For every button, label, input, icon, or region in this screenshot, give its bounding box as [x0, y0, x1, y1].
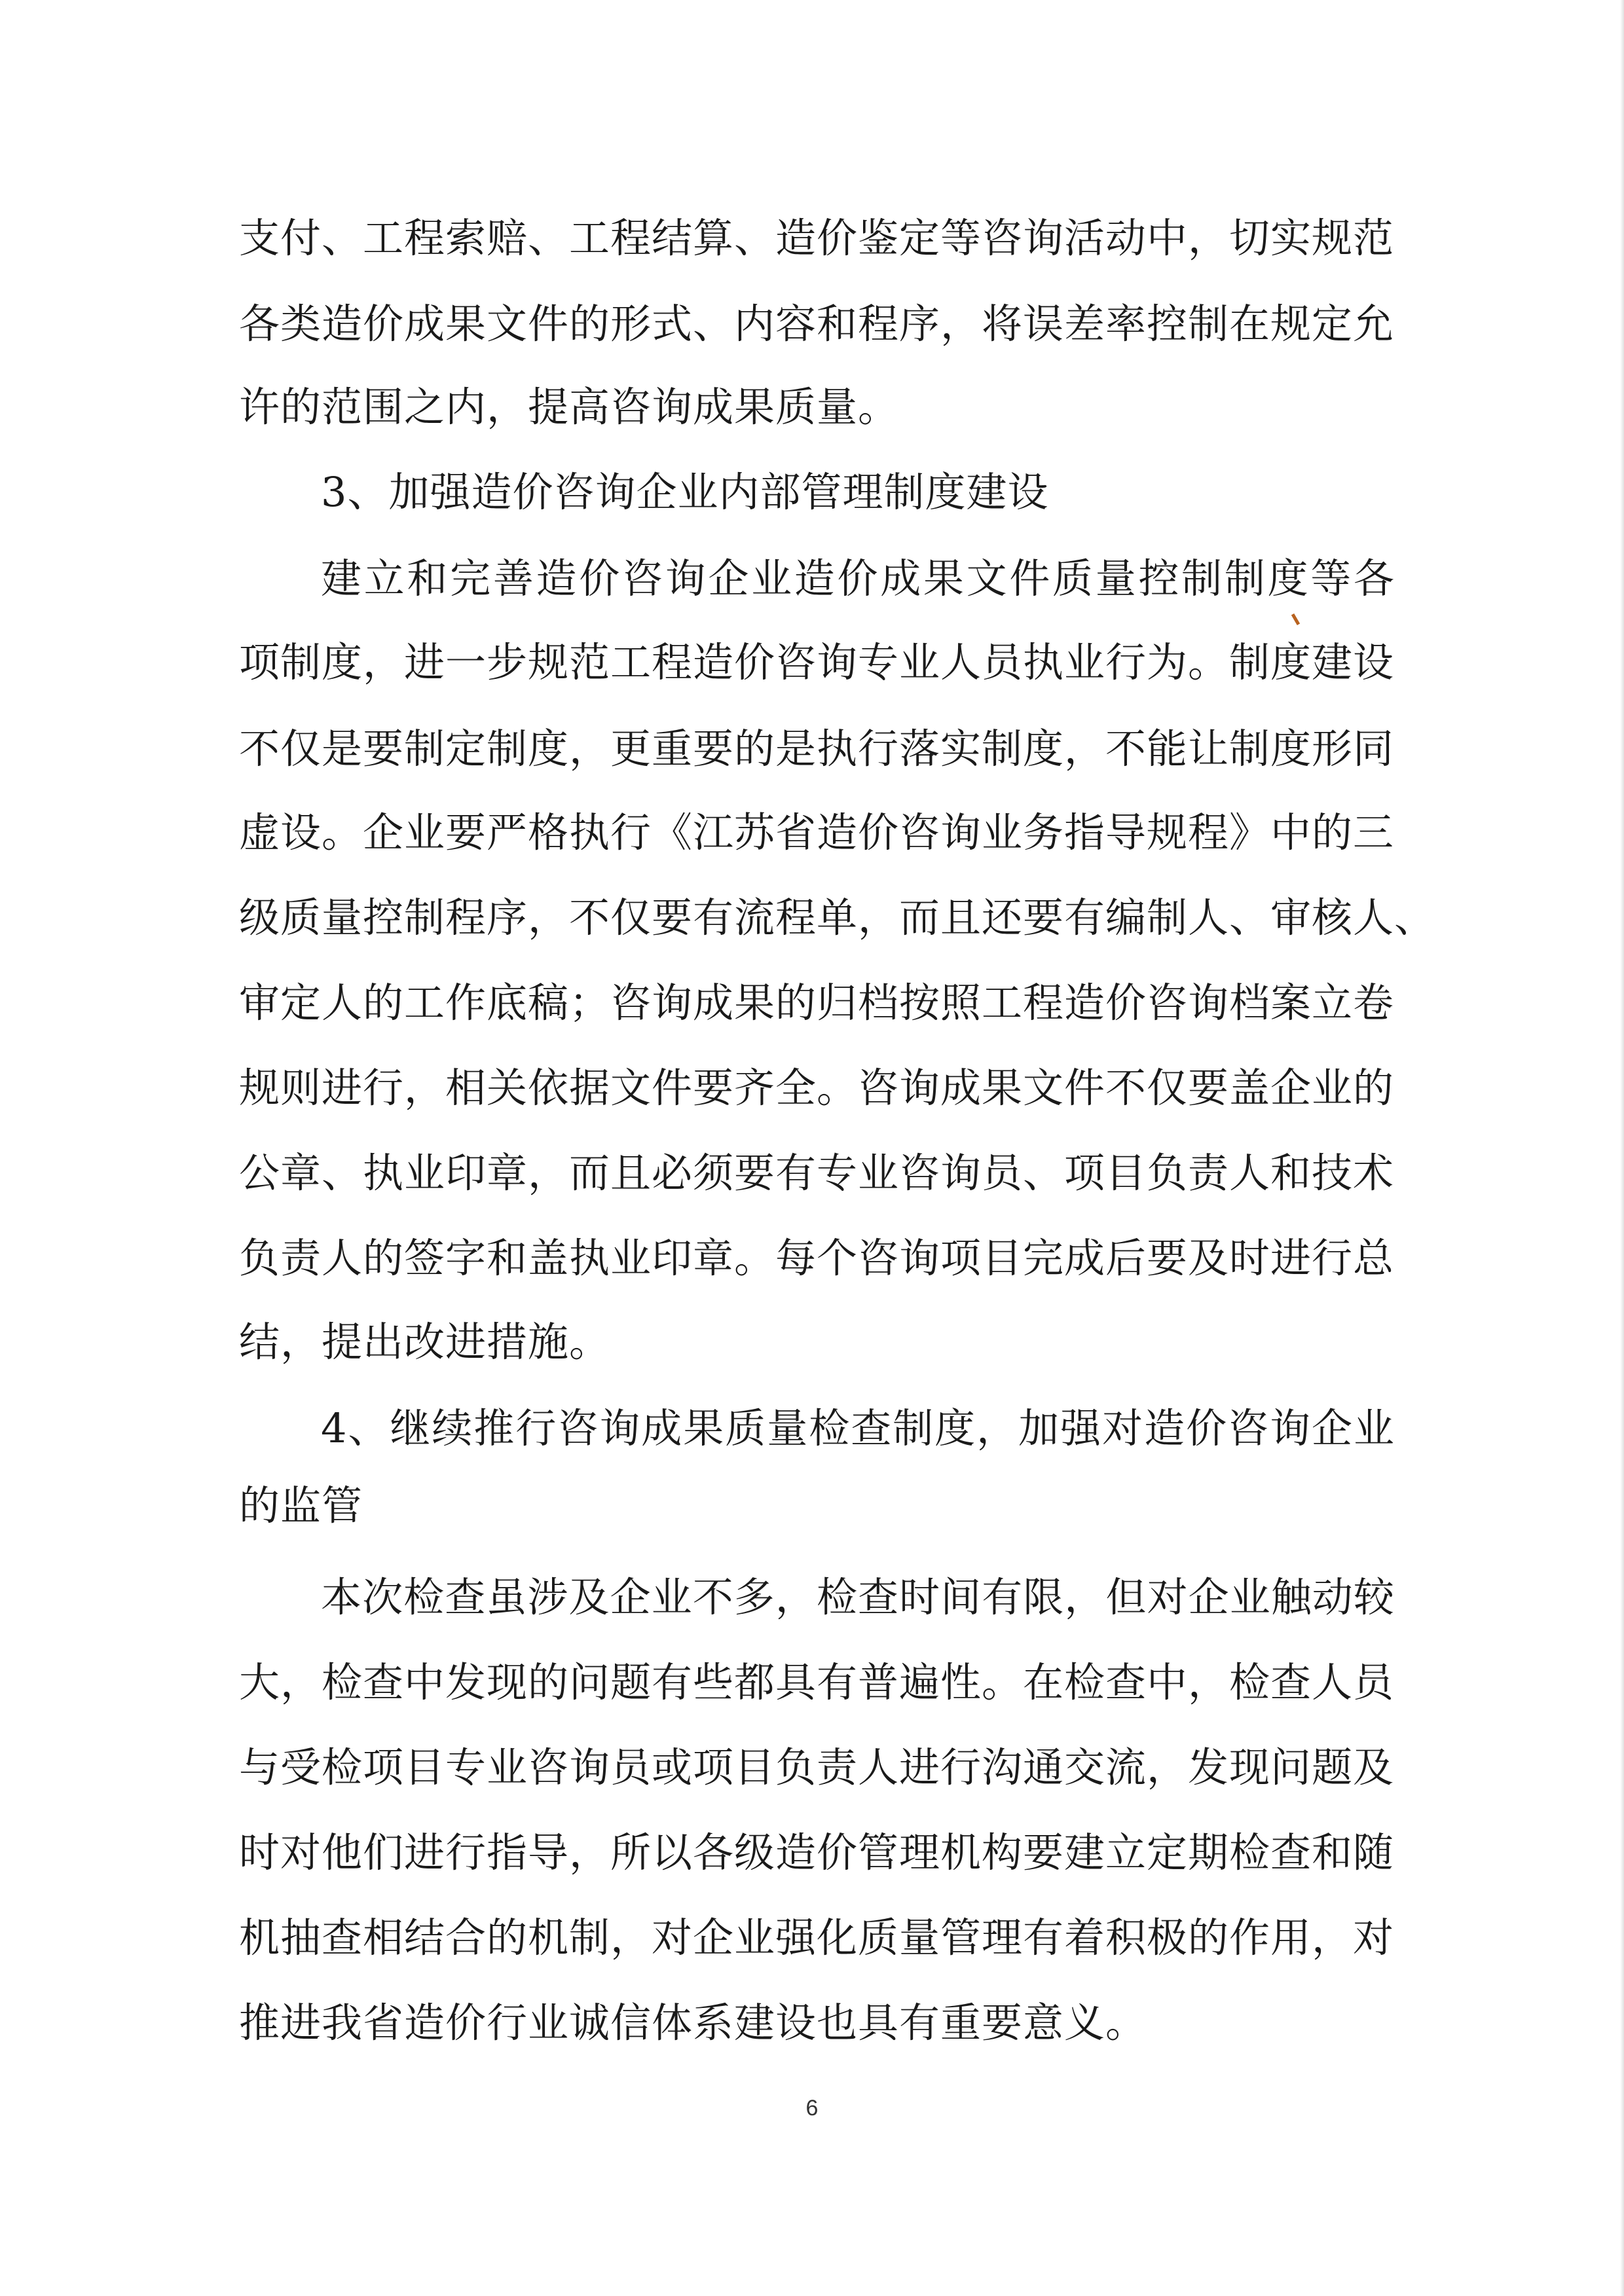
- text-line: 公章、执业印章，而且必须要有专业咨询员、项目负责人和技术: [239, 1149, 1395, 1197]
- text-line: 许的范围之内，提高咨询成果质量。: [239, 383, 900, 431]
- text-line: 结，提出改进措施。: [239, 1318, 611, 1366]
- text-line: 项制度，进一步规范工程造价咨询专业人员执业行为。制度建设: [239, 638, 1395, 686]
- text-line: 负责人的签字和盖执业印章。每个咨询项目完成后要及时进行总: [239, 1234, 1395, 1282]
- text-line: 规则进行，相关依据文件要齐全。咨询成果文件不仅要盖企业的: [239, 1064, 1395, 1112]
- text-line: 各类造价成果文件的形式、内容和程序，将误差率控制在规定允: [239, 300, 1395, 348]
- section-heading: 的监管: [239, 1482, 363, 1529]
- text-line: 与受检项目专业咨询员或项目负责人进行沟通交流，发现问题及: [239, 1743, 1395, 1791]
- text-line: 建立和完善造价咨询企业造价成果文件质量控制制度等各: [321, 555, 1395, 602]
- text-line: 推进我省造价行业诚信体系建设也具有重要意义。: [239, 1999, 1147, 2047]
- text-line: 审定人的工作底稿；咨询成果的归档按照工程造价咨询档案立卷: [239, 979, 1395, 1027]
- text-line: 不仅是要制定制度，更重要的是执行落实制度，不能让制度形同: [239, 725, 1395, 773]
- text-line: 虚设。企业要严格执行《江苏省造价咨询业务指导规程》中的三: [239, 809, 1395, 856]
- text-line: 大，检查中发现的问题有些都具有普遍性。在检查中，检查人员: [239, 1658, 1395, 1706]
- text-line: 级质量控制程序，不仅要有流程单，而且还要有编制人、审核人、: [239, 894, 1436, 941]
- section-heading: 3、加强造价咨询企业内部管理制度建设: [321, 468, 1049, 516]
- text-line: 支付、工程索赔、工程结算、造价鉴定等咨询活动中，切实规范: [239, 214, 1395, 262]
- scan-edge-shadow: [1620, 0, 1624, 2296]
- ink-mark: [1291, 613, 1300, 625]
- text-line: 时对他们进行指导，所以各级造价管理机构要建立定期检查和随: [239, 1829, 1395, 1876]
- text-line: 本次检查虽涉及企业不多，检查时间有限，但对企业触动较: [321, 1573, 1395, 1621]
- text-line: 机抽查相结合的机制，对企业强化质量管理有着积极的作用，对: [239, 1914, 1395, 1961]
- section-heading: 4、继续推行咨询成果质量检查制度，加强对造价咨询企业: [321, 1404, 1395, 1452]
- page-number: 6: [805, 2096, 819, 2121]
